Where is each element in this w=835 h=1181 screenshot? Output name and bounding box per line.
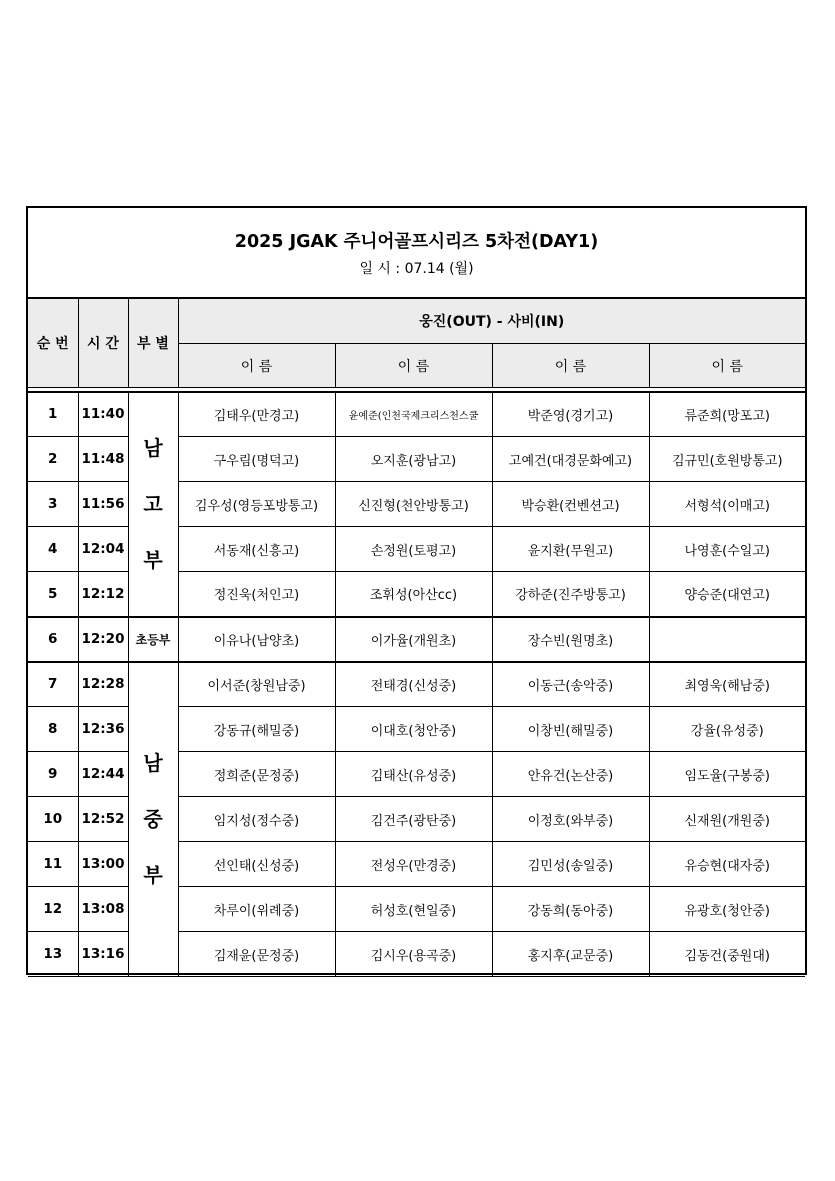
player-cell: 김건주(광탄중) bbox=[335, 797, 492, 842]
time-cell: 11:40 bbox=[78, 392, 128, 437]
time-cell: 13:00 bbox=[78, 842, 128, 887]
player-cell: 이유나(남양초) bbox=[178, 617, 335, 662]
player-cell: 신재원(개원중) bbox=[649, 797, 805, 842]
player-cell: 고예건(대경문화예고) bbox=[492, 437, 649, 482]
order-cell: 9 bbox=[28, 752, 78, 797]
player-cell: 홍지후(교문중) bbox=[492, 932, 649, 977]
event-date: 일 시 : 07.14 (월) bbox=[359, 261, 474, 277]
title-area bbox=[28, 208, 805, 298]
tee-time-sheet bbox=[26, 206, 807, 975]
order-header: 순 번 bbox=[28, 299, 78, 388]
division-char: 고 bbox=[143, 492, 163, 516]
player-cell: 양승준(대연고) bbox=[649, 572, 805, 617]
time-cell: 13:16 bbox=[78, 932, 128, 977]
division-char: 부 bbox=[143, 548, 163, 572]
player-cell: 김민성(송일중) bbox=[492, 842, 649, 887]
player-cell: 오지훈(광남고) bbox=[335, 437, 492, 482]
player-cell: 선인태(신성중) bbox=[178, 842, 335, 887]
player-cell: 장수빈(원명초) bbox=[492, 617, 649, 662]
course-header: 웅진(OUT) - 사비(IN) bbox=[178, 299, 805, 344]
player-cell: 차루이(위례중) bbox=[178, 887, 335, 932]
name-header: 이 름 bbox=[178, 344, 335, 388]
player-cell: 김재윤(문정중) bbox=[178, 932, 335, 977]
player-cell: 류준희(망포고) bbox=[649, 392, 805, 437]
player-cell: 신진형(천안방통고) bbox=[335, 482, 492, 527]
player-cell: 김규민(호원방통고) bbox=[649, 437, 805, 482]
player-cell: 박준영(경기고) bbox=[492, 392, 649, 437]
time-cell: 12:20 bbox=[78, 617, 128, 662]
player-cell: 허성호(현일중) bbox=[335, 887, 492, 932]
player-cell: 나영훈(수일고) bbox=[649, 527, 805, 572]
division-char: 남 bbox=[143, 751, 163, 776]
time-cell: 12:52 bbox=[78, 797, 128, 842]
division-char: 부 bbox=[143, 863, 163, 888]
player-cell: 김동건(중원대) bbox=[649, 932, 805, 977]
name-header: 이 름 bbox=[492, 344, 649, 388]
division-middle-cell bbox=[128, 662, 178, 977]
time-cell: 12:44 bbox=[78, 752, 128, 797]
division-char: 남 bbox=[143, 436, 163, 460]
table-row bbox=[28, 392, 805, 437]
order-cell: 12 bbox=[28, 887, 78, 932]
player-cell: 이동근(송악중) bbox=[492, 662, 649, 707]
player-cell: 전성우(만경중) bbox=[335, 842, 492, 887]
player-cell: 안유건(논산중) bbox=[492, 752, 649, 797]
player-cell: 김우성(영등포방통고) bbox=[178, 482, 335, 527]
division-char: 중 bbox=[143, 807, 163, 832]
player-cell: 박승환(컨벤션고) bbox=[492, 482, 649, 527]
player-cell: 강동희(동아중) bbox=[492, 887, 649, 932]
time-cell: 11:56 bbox=[78, 482, 128, 527]
player-cell: 유광호(청안중) bbox=[649, 887, 805, 932]
order-cell: 4 bbox=[28, 527, 78, 572]
player-cell: 김태우(만경고) bbox=[178, 392, 335, 437]
time-cell: 12:28 bbox=[78, 662, 128, 707]
time-cell: 13:08 bbox=[78, 887, 128, 932]
player-cell: 이가율(개원초) bbox=[335, 617, 492, 662]
player-cell: 강동규(해밀중) bbox=[178, 707, 335, 752]
player-cell: 이창빈(해밀중) bbox=[492, 707, 649, 752]
player-cell: 임도율(구봉중) bbox=[649, 752, 805, 797]
player-cell: 구우림(명덕고) bbox=[178, 437, 335, 482]
player-cell: 이서준(창원남중) bbox=[178, 662, 335, 707]
player-cell: 윤예준(인천국제크리스천스쿨 bbox=[335, 392, 492, 437]
player-cell: 김태산(유성중) bbox=[335, 752, 492, 797]
player-cell: 서형석(이매고) bbox=[649, 482, 805, 527]
division-header: 부 별 bbox=[128, 299, 178, 388]
time-header: 시 간 bbox=[78, 299, 128, 388]
player-cell: 정희준(문정중) bbox=[178, 752, 335, 797]
order-cell: 6 bbox=[28, 617, 78, 662]
table-row bbox=[28, 617, 805, 662]
time-cell: 12:36 bbox=[78, 707, 128, 752]
player-cell: 정진욱(처인고) bbox=[178, 572, 335, 617]
order-cell: 3 bbox=[28, 482, 78, 527]
name-header: 이 름 bbox=[649, 344, 805, 388]
tee-time-table bbox=[28, 298, 805, 977]
page-title: 2025 JGAK 주니어골프시리즈 5차전(DAY1) bbox=[234, 232, 599, 252]
player-cell: 강율(유성중) bbox=[649, 707, 805, 752]
player-cell: 이정호(와부중) bbox=[492, 797, 649, 842]
order-cell: 10 bbox=[28, 797, 78, 842]
player-cell: 임지성(정수중) bbox=[178, 797, 335, 842]
player-cell: 전태경(신성중) bbox=[335, 662, 492, 707]
order-cell: 1 bbox=[28, 392, 78, 437]
time-cell: 12:04 bbox=[78, 527, 128, 572]
player-cell: 유승현(대자중) bbox=[649, 842, 805, 887]
order-cell: 7 bbox=[28, 662, 78, 707]
division-elementary-cell: 초등부 bbox=[128, 617, 178, 662]
player-cell: 이대호(청안중) bbox=[335, 707, 492, 752]
division-high-cell bbox=[128, 392, 178, 617]
name-header: 이 름 bbox=[335, 344, 492, 388]
order-cell: 11 bbox=[28, 842, 78, 887]
time-cell: 12:12 bbox=[78, 572, 128, 617]
order-cell: 13 bbox=[28, 932, 78, 977]
time-cell: 11:48 bbox=[78, 437, 128, 482]
player-cell: 손정원(토평고) bbox=[335, 527, 492, 572]
player-cell: 조휘성(아산cc) bbox=[335, 572, 492, 617]
order-cell: 8 bbox=[28, 707, 78, 752]
table-row bbox=[28, 662, 805, 707]
player-cell bbox=[649, 617, 805, 662]
order-cell: 2 bbox=[28, 437, 78, 482]
player-cell: 강하준(진주방통고) bbox=[492, 572, 649, 617]
order-cell: 5 bbox=[28, 572, 78, 617]
player-cell: 서동재(신흥고) bbox=[178, 527, 335, 572]
player-cell: 최영욱(해남중) bbox=[649, 662, 805, 707]
player-cell: 김시우(용곡중) bbox=[335, 932, 492, 977]
player-cell: 윤지환(무원고) bbox=[492, 527, 649, 572]
